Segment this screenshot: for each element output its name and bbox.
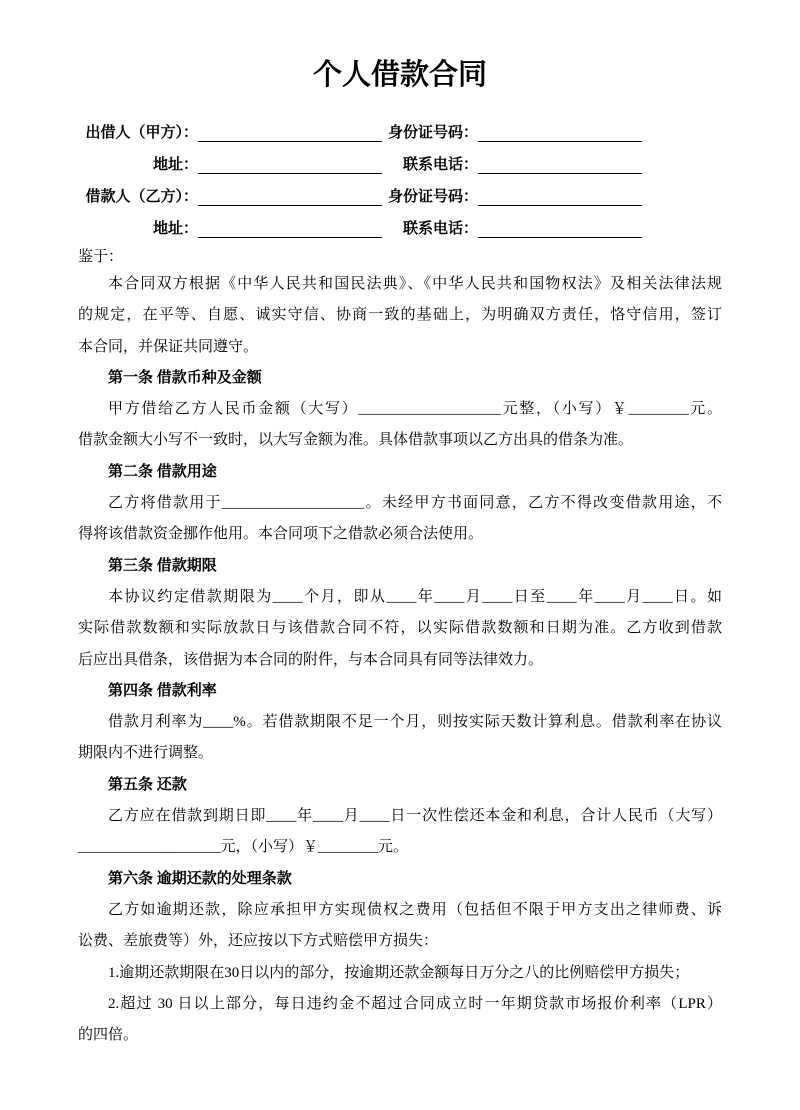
lender-phone-blank <box>478 156 642 174</box>
lender-id-label: 身份证号码： <box>387 125 478 141</box>
borrower-name-blank <box>198 188 382 206</box>
article-4-heading: 第四条 借款利率 <box>108 682 217 699</box>
article-3 <box>78 551 722 676</box>
article-2-text-line: 得将该借款资金挪作他用。本合同项下之借款必须合法使用。 <box>78 526 484 543</box>
borrower-address-label: 地址： <box>152 221 198 237</box>
article-1-text-line: 借款金额大小写不一致时，以大写金额为准。具体借款事项以乙方出具的借条为准。 <box>78 432 634 449</box>
article-3-text-line: 后应出具借条，该借据为本合同的附件，与本合同具有同等法律效力。 <box>78 651 544 668</box>
article-6-text-line: 乙方如逾期还款，除应承担甲方实现债权之费用（包括但不限于甲方支出之律师费、诉 <box>108 901 722 918</box>
borrower-address-blank <box>198 220 382 238</box>
preamble-label: 鉴于： <box>78 249 124 265</box>
lender-phone-label: 联系电话： <box>402 157 478 173</box>
lender-name-blank <box>198 124 382 142</box>
parties-block <box>78 117 722 245</box>
borrower-contact-row <box>78 213 722 245</box>
lender-identity-row <box>78 117 722 149</box>
article-6-item-2-line: 的四倍。 <box>78 1027 139 1044</box>
article-5-heading: 第五条 还款 <box>108 776 187 793</box>
borrower-identity-row <box>78 181 722 213</box>
article-3-heading: 第三条 借款期限 <box>108 557 217 574</box>
article-2-heading: 第二条 借款用途 <box>108 463 217 480</box>
article-6-item-2-line: 2.超过 30 日以上部分，每日违约金不超过合同成立时一年期贷款市场报价利率（LPR） <box>108 995 722 1012</box>
borrower-phone-label: 联系电话： <box>402 221 478 237</box>
article-1-heading: 第一条 借款币种及金额 <box>108 369 262 386</box>
article-4 <box>78 676 722 770</box>
lender-contact-row <box>78 149 722 181</box>
lender-address-blank <box>198 156 382 174</box>
article-4-text-line: 借款月利率为____%。若借款期限不足一个月，则按实际天数计算利息。借款利率在协议 <box>108 714 722 731</box>
article-1 <box>78 363 722 457</box>
article-6-item-1: 1.逾期还款期限在30日以内的部分，按逾期还款金额每日万分之八的比例赔偿甲方损失； <box>108 964 690 981</box>
contract-title: 个人借款合同 <box>312 59 487 91</box>
preamble-text-line: 本合同双方根据《中华人民共和国民法典》、《中华人民共和国物权法》及相关法律法规 <box>108 276 722 292</box>
article-1-text-line: 甲方借给乙方人民币金额（大写）___________________元整，（小写）￥________元。 <box>108 401 722 418</box>
article-4-text-line: 期限内不进行调整。 <box>78 745 214 762</box>
article-6-text-line: 讼费、差旅费等）外，还应按以下方式赔偿甲方损失： <box>78 933 439 950</box>
lender-id-blank <box>478 124 642 142</box>
article-6-heading: 第六条 逾期还款的处理条款 <box>108 870 292 887</box>
borrower-id-blank <box>478 188 642 206</box>
article-2-text-line: 乙方将借款用于___________________。未经甲方书面同意，乙方不得改变借款用途，不 <box>108 495 722 512</box>
article-2 <box>78 457 722 551</box>
borrower-id-label: 身份证号码： <box>387 189 478 205</box>
borrower-role-label: 借款人（乙方）： <box>85 189 198 205</box>
article-6 <box>78 864 722 1052</box>
preamble-text-line: 的规定，在平等、自愿、诚实守信、协商一致的基础上，为明确双方责任，恪守信用，签订 <box>78 307 722 324</box>
article-5 <box>78 770 722 864</box>
article-3-text-line: 本协议约定借款期限为____个月，即从____年____月____日至____年____月____日。如 <box>108 588 722 605</box>
lender-address-label: 地址： <box>152 157 198 173</box>
lender-role-label: 出借人（甲方）： <box>85 125 198 141</box>
borrower-phone-blank <box>478 220 642 238</box>
article-3-text-line: 实际借款数额和实际放款日与该借款合同不符，以实际借款数额和日期为准。乙方收到借款 <box>78 620 722 637</box>
article-5-text-line: 乙方应在借款到期日即____年____月____日一次性偿还本金和利息，合计人民币（大写） <box>108 808 722 825</box>
article-5-text-line: ___________________元，（小写）￥________元。 <box>78 839 409 856</box>
preamble-text-line: 本合同，并保证共同遵守。 <box>78 338 259 355</box>
